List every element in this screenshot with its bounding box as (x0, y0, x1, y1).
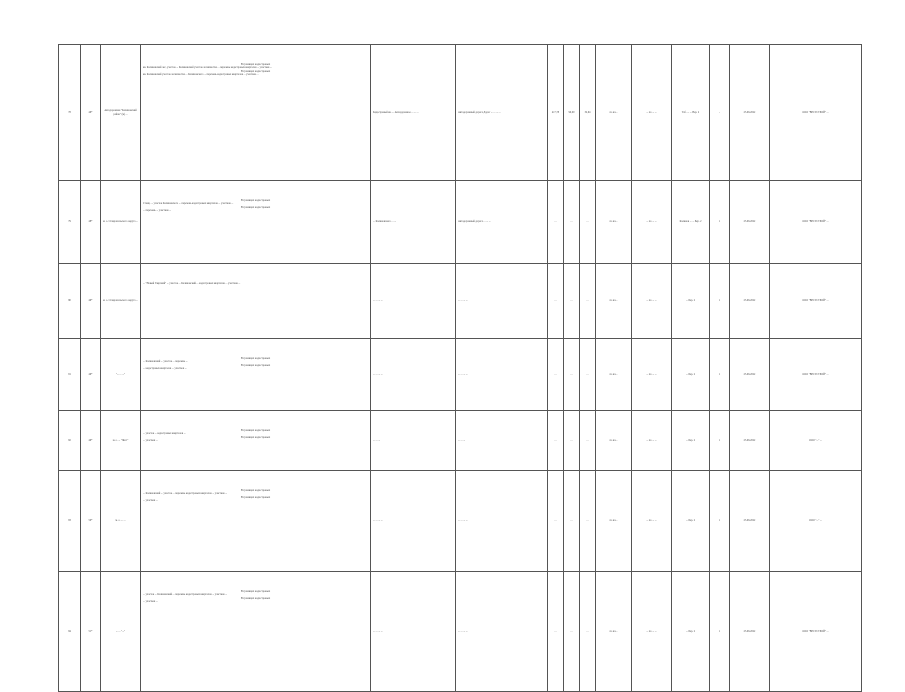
description-text: кв. Калиновский участок лесничества ... Калиновского ... перечень кадастровых кварталов ... участков ... (143, 73, 259, 77)
area3-cell: ... (580, 339, 596, 411)
description-heading: В границах кадастровых (240, 590, 271, 593)
code-cell: 51* (81, 572, 101, 692)
description-heading: В границах кадастровых (240, 69, 271, 73)
area2-cell: ... (564, 264, 580, 339)
area2-cell: ... (564, 411, 580, 471)
description-cell (141, 572, 371, 692)
category-cell: Автодорожный дорога Дорог ... ... ... ... (456, 45, 548, 181)
executor-cell: ООО "..." ... (770, 411, 862, 471)
owner-cell: Автодорожная "Калиновский район" (м) ... (101, 45, 141, 181)
status-cell: по вл... (596, 572, 632, 692)
area2-cell: ... (564, 181, 580, 264)
executor-cell: ООО "ВЕСТСТРОЙ" ... (770, 45, 862, 181)
description-text: ... Калиновский ... участок ... перечень кадастровых кварталов ... участков ... (143, 492, 228, 496)
num-cell: 84 (59, 572, 81, 692)
owner-cell: м. о. ... ... (101, 471, 141, 572)
owner-cell: "... ... ..." (101, 339, 141, 411)
category-cell: ... ... ... ... (456, 264, 548, 339)
doc-cell: Калинов ... ... Бер. 2 (672, 181, 710, 264)
status-cell: по вл... (596, 471, 632, 572)
date-cell: 25.06.2022 (730, 181, 770, 264)
purpose-cell: ... ... ... ... (371, 264, 456, 339)
num-cell: 81 (59, 339, 81, 411)
table-row (59, 339, 862, 411)
owner-cell: м. о. ... "Чист" (101, 411, 141, 471)
registry-table (58, 44, 862, 692)
basis-cell: ... по ... ... (632, 471, 672, 572)
category-cell: Автодорожный дорога ... ... ... (456, 181, 548, 264)
description-text: ... участков ... (143, 499, 158, 503)
purpose-cell: ... ... ... (371, 411, 456, 471)
status-cell: по вл... (596, 45, 632, 181)
table-row (59, 264, 862, 339)
document-page (58, 44, 861, 692)
table-row (59, 45, 862, 181)
category-cell: ... ... ... ... (456, 572, 548, 692)
area1-cell: ... (548, 181, 564, 264)
description-text: ... участков ... (143, 600, 158, 604)
purpose-cell: ... ... ... ... (371, 339, 456, 411)
count-cell: 1 (710, 181, 730, 264)
area1-cell: ... (548, 264, 564, 339)
area2-cell: ... (564, 572, 580, 692)
description-cell (141, 181, 371, 264)
area1-cell: 417,78 (548, 45, 564, 181)
purpose-cell: Кадастровый кв. ... Автодорожное ... ... ... (371, 45, 456, 181)
description-heading: В границах кадастровых (240, 363, 271, 367)
purpose-cell: ... Калиновского ... ... (371, 181, 456, 264)
basis-cell: ... по ... ... (632, 264, 672, 339)
description-text: ... кадастровых кварталов ... участков ... (143, 367, 187, 371)
category-cell: ... ... ... ... (456, 339, 548, 411)
area3-cell: ... (580, 471, 596, 572)
count-cell: 1 (710, 572, 730, 692)
doc-cell: ... Бер. 2 (672, 572, 710, 692)
basis-cell: ... по ... ... (632, 339, 672, 411)
doc-cell: ... Бер. 2 (672, 339, 710, 411)
code-cell: 49* (81, 339, 101, 411)
num-cell: 80 (59, 264, 81, 339)
code-cell: 50* (81, 471, 101, 572)
table-row (59, 471, 862, 572)
description-text: кв. Калиновский лес, участок ... Калиновский участок лесничества ... перечень кадастровых кварталов ... участков ... (143, 66, 272, 70)
area1-cell: ... (548, 411, 564, 471)
basis-cell: ... по ... ... (632, 45, 672, 181)
date-cell: 25.06.2022 (730, 264, 770, 339)
description-cell (141, 339, 371, 411)
owner-cell: м. о. Ставропольского округа ... (101, 264, 141, 339)
description-text: ... перечень ... участков ... (143, 209, 172, 213)
description-cell (141, 264, 371, 339)
num-cell: 82 (59, 411, 81, 471)
num-cell: 83 (59, 471, 81, 572)
basis-cell: ... по ... ... (632, 572, 672, 692)
purpose-cell: ... ... ... ... (371, 471, 456, 572)
description-text: ... "Новый Гаврский" ... участок ... Калиновский ... кадастровых кварталов ... участков ... (143, 282, 241, 285)
owner-cell: ... ... "..." (101, 572, 141, 692)
description-text: ... участок ... кадастровых кварталов ... (143, 432, 186, 436)
description-heading: В границах кадастровых (240, 357, 271, 360)
date-cell: 25.06.2022 (730, 411, 770, 471)
table-row (59, 572, 862, 692)
area3-cell: ... (580, 411, 596, 471)
area2-cell: 90,00 (564, 45, 580, 181)
date-cell: 25.06.2022 (730, 471, 770, 572)
area1-cell: ... (548, 471, 564, 572)
description-heading: В границах кадастровых (240, 495, 271, 499)
count-cell: 1 (710, 411, 730, 471)
executor-cell: ООО "ВЕСТСТРОЙ" ... (770, 339, 862, 411)
area3-cell: ... (580, 181, 596, 264)
count-cell: 1 (710, 471, 730, 572)
description-cell (141, 45, 371, 181)
doc-cell: ... Бер. 2 (672, 471, 710, 572)
date-cell: 25.06.2022 (730, 572, 770, 692)
count-cell: 1 (710, 264, 730, 339)
date-cell: 25.06.2022 (730, 339, 770, 411)
doc-cell: ... Бер. 2 (672, 411, 710, 471)
area3-cell: 32,94 (580, 45, 596, 181)
area3-cell: ... (580, 264, 596, 339)
description-text: Станц. ... участок Калиновского ... перечень кадастровых кварталов ... участков ... (143, 202, 234, 206)
description-text: ... участков ... (143, 439, 158, 443)
description-cell (141, 471, 371, 572)
table-row (59, 411, 862, 471)
description-cell (141, 411, 371, 471)
basis-cell: ... по ... ... (632, 181, 672, 264)
executor-cell: ООО "ВЕСТСТРОЙ" ... (770, 181, 862, 264)
status-cell: по вл... (596, 181, 632, 264)
description-text: ... участок ... Калиновский ... перечень кадастровых кварталов ... участков ... (143, 593, 228, 597)
date-cell: 25.06.2022 (730, 45, 770, 181)
description-heading: В границах кадастровых (240, 435, 271, 439)
code-cell: 49* (81, 264, 101, 339)
description-heading: В границах кадастровых (240, 489, 271, 492)
description-heading: В границах кадастровых (240, 205, 271, 209)
category-cell: ... ... ... (456, 411, 548, 471)
description-heading: В границах кадастровых (240, 596, 271, 600)
doc-cell: ... Бер. 2 (672, 264, 710, 339)
code-cell: 49* (81, 411, 101, 471)
area3-cell: ... (580, 572, 596, 692)
purpose-cell: ... ... ... ... (371, 572, 456, 692)
num-cell: 79 (59, 181, 81, 264)
status-cell: по вл... (596, 339, 632, 411)
owner-cell: м. о. Ставропольского округа ... (101, 181, 141, 264)
status-cell: по вл... (596, 411, 632, 471)
description-heading: В границах кадастровых (240, 199, 271, 202)
area1-cell: ... (548, 572, 564, 692)
table-row (59, 181, 862, 264)
status-cell: по вл... (596, 264, 632, 339)
description-text: ... Калиновский ... участок ... перечень ... (143, 360, 188, 364)
executor-cell: ООО "ВЕСТСТРОЙ" ... (770, 264, 862, 339)
doc-cell: Тоб. ... ... Вер. 2 (672, 45, 710, 181)
area2-cell: ... (564, 339, 580, 411)
count-cell: - (710, 45, 730, 181)
executor-cell: ООО "ВЕСТСТРОЙ" ... (770, 572, 862, 692)
basis-cell: ... по ... ... (632, 411, 672, 471)
executor-cell: ООО "..." ... (770, 471, 862, 572)
count-cell: 1 (710, 339, 730, 411)
description-heading: В границах кадастровых (240, 63, 271, 66)
code-cell: 48* (81, 181, 101, 264)
num-cell: 78 (59, 45, 81, 181)
area1-cell: ... (548, 339, 564, 411)
category-cell: ... ... ... ... (456, 471, 548, 572)
area2-cell: ... (564, 471, 580, 572)
description-heading: В границах кадастровых (240, 429, 271, 432)
code-cell: 46* (81, 45, 101, 181)
